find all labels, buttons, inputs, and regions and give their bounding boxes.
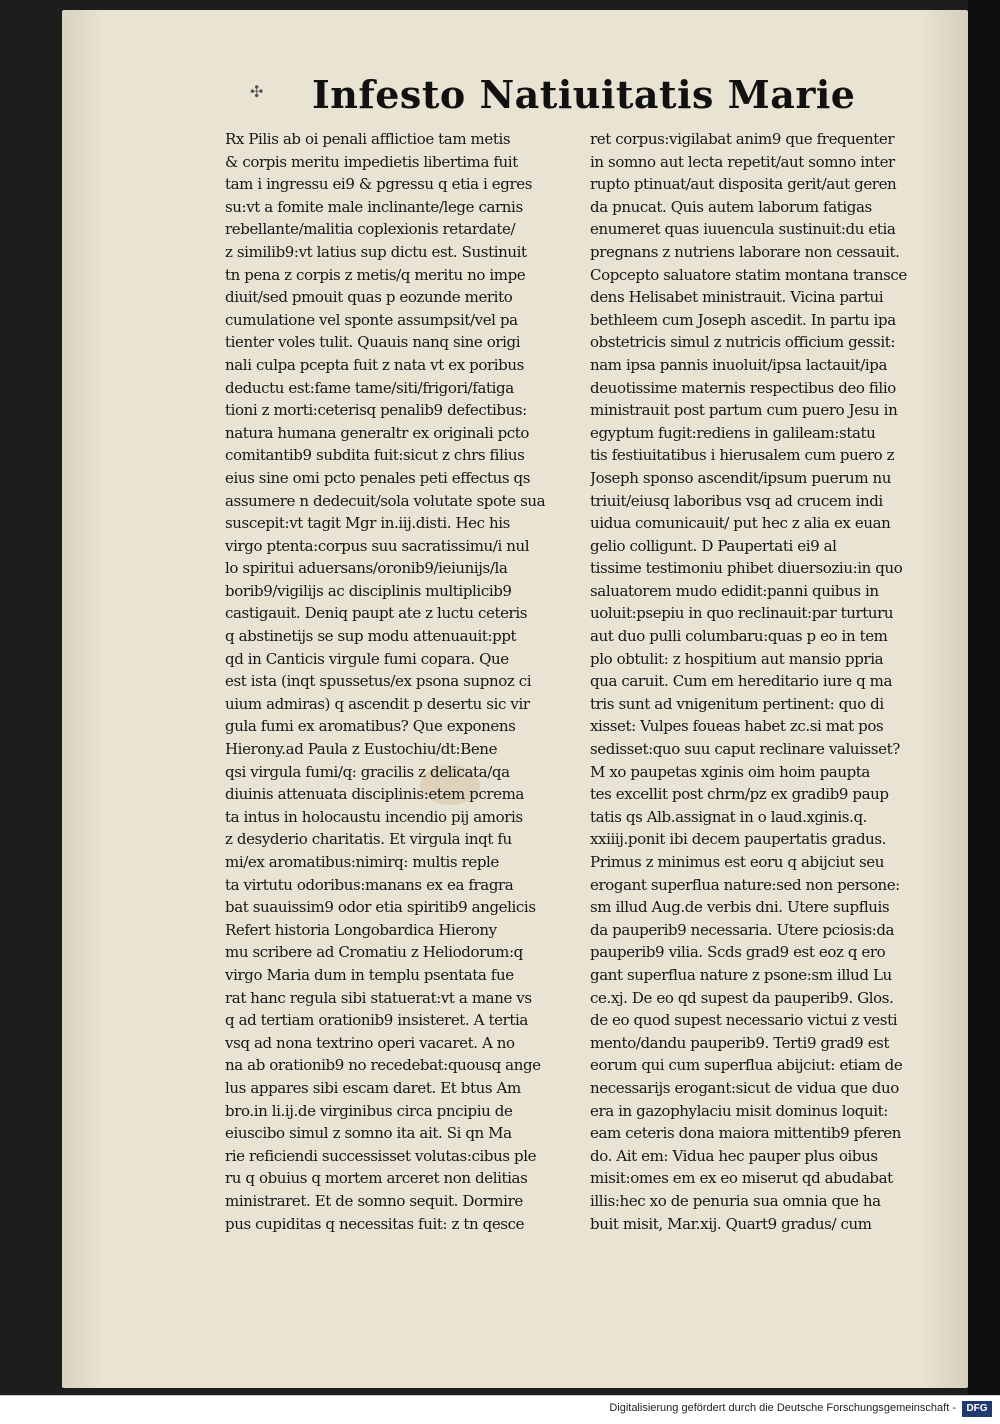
text-line: enumeret quas iuuencula sustinuit:du etia — [590, 220, 896, 239]
text-line: qsi virgula fumi/q: gracilis z delicata/qa — [225, 762, 510, 781]
text-line: saluatorem mudo edidit:panni quibus in — [590, 581, 879, 600]
viewer-footer — [0, 1395, 1000, 1424]
text-line: eorum qui cum superflua abijciut: etiam de — [590, 1056, 903, 1075]
text-line: mento/dandu pauperib9. Terti9 grad9 est — [590, 1033, 890, 1052]
text-line: tam i ingressu ei9 & pgressu q etia i egres — [225, 175, 533, 194]
text-line: Joseph sponso ascendit/ipsum puerum nu — [590, 468, 892, 487]
text-line: ret corpus:vigilabat anim9 que frequenter — [590, 130, 895, 148]
text-line: da pauperib9 necessaria. Utere pciosis:da — [590, 920, 895, 939]
text-line: deuotissime maternis respectibus deo filio — [590, 378, 896, 397]
funding-credit: Digitalisierung gefördert durch die Deutsche Forschungsgemeinschaft - — [609, 1402, 956, 1414]
ornament-mark: ✣ — [250, 82, 264, 101]
text-line: deductu est:fame tame/siti/frigori/fatiga — [225, 378, 514, 397]
text-line: de eo quod supest necessario victui z vesti — [590, 1011, 898, 1030]
scan-gutter — [968, 0, 1000, 1395]
text-line: sedisset:quo suu caput reclinare valuisset? — [590, 740, 900, 759]
text-line: diuit/sed pmouit quas p eozunde merito — [225, 288, 513, 307]
text-line: Rx Pilis ab oi penali afflictioe tam metis — [225, 130, 511, 148]
text-line: q ad tertiam orationib9 insisteret. A tertia — [225, 1011, 528, 1030]
text-line: necessarijs erogant:sicut de vidua que duo — [590, 1078, 899, 1097]
text-line: tis festiuitatibus i hierusalem cum puero z — [590, 446, 895, 465]
text-line: qua caruit. Cum em hereditario iure q ma — [590, 672, 893, 691]
text-line: ministrauit post partum cum puero Jesu in — [590, 401, 898, 420]
text-line: bethleem cum Joseph ascedit. In partu ipa — [590, 310, 896, 329]
text-line: da pnucat. Quis autem laborum fatigas — [590, 197, 872, 216]
text-line: eiuscibo simul z somno ita ait. Si qn Ma — [225, 1124, 512, 1143]
text-line: na ab orationib9 no recedebat:quousq ange — [225, 1056, 541, 1075]
text-line: virgo ptenta:corpus suu sacratissimu/i nul — [225, 536, 530, 555]
text-line: qd in Canticis virgule fumi copara. Que — [225, 649, 509, 668]
text-line: eius sine omi pcto penales peti effectus qs — [225, 468, 531, 487]
text-line: ministraret. Et de somno sequit. Dormire — [225, 1191, 523, 1210]
text-line: ta intus in holocaustu incendio pij amoris — [225, 807, 523, 826]
text-column-right — [590, 128, 942, 1235]
text-line: uium admiras) q ascendit p desertu sic vir — [225, 694, 530, 713]
text-line: bat suauissim9 odor etia spiritib9 angelicis — [225, 898, 536, 917]
text-line: nam ipsa pannis inuoluit/ipsa lactauit/ipa — [590, 355, 888, 374]
text-line: comitantib9 subdita fuit:sicut z chrs filius — [225, 446, 525, 465]
text-line: z desyderio charitatis. Et virgula inqt fu — [225, 830, 512, 849]
text-line: pregnans z nutriens laborare non cessauit. — [590, 242, 900, 261]
text-line: triuit/eiusq laboribus vsq ad crucem indi — [590, 491, 883, 510]
text-line: dens Helisabet ministrauit. Vicina partui — [590, 288, 884, 307]
text-line: Hierony.ad Paula z Eustochiu/dt:Bene — [225, 740, 498, 759]
text-line: M xo paupetas xginis oim hoim paupta — [590, 762, 870, 781]
text-line: Copcepto saluatore statim montana transce — [590, 265, 907, 284]
text-line: vsq ad nona textrino operi vacaret. A no — [225, 1033, 515, 1052]
text-line: mu scribere ad Cromatiu z Heliodorum:q — [225, 943, 523, 962]
text-line: su:vt a fomite male inclinante/lege carnis — [225, 197, 523, 216]
text-line: gula fumi ex aromatibus? Que exponens — [225, 717, 516, 736]
text-line: do. Ait em: Vidua hec pauper plus oibus — [590, 1146, 878, 1165]
text-line: rat hanc regula sibi statuerat:vt a mane vs — [225, 988, 532, 1007]
text-line: natura humana generaltr ex originali pcto — [225, 423, 530, 442]
text-line: tienter voles tulit. Quauis nanq sine origi — [225, 333, 521, 352]
text-line: castigauit. Deniq paupt ate z luctu ceteris — [225, 604, 528, 623]
text-line: sm illud Aug.de verbis dni. Utere supfluis — [590, 898, 890, 917]
text-line: eam ceteris dona maiora mittentib9 pferen — [590, 1124, 902, 1143]
text-line: rie reficiendi successisset volutas:cibus ple — [225, 1146, 537, 1165]
text-line: est ista (inqt spussetus/ex psona supnoz ci — [225, 672, 532, 691]
text-line: Primus z minimus est eoru q abijciut seu — [590, 853, 885, 871]
text-line: bro.in li.ij.de virginibus circa pncipiu de — [225, 1101, 513, 1120]
text-line: virgo Maria dum in templu psentata fue — [225, 965, 514, 984]
text-line: obstetricis simul z nutricis officium gessit: — [590, 333, 896, 352]
text-line: pauperib9 vilia. Scds grad9 est eoz q ero — [590, 943, 886, 962]
text-line: tn pena z corpis z metis/q meritu no impe — [225, 265, 526, 284]
text-line: rebellante/malitia coplexionis retardate/ — [225, 220, 516, 239]
text-line: mi/ex aromatibus:nimirq: multis reple — [225, 853, 499, 871]
text-line: misit:omes em ex eo miserut qd abudabat — [590, 1169, 893, 1188]
text-line: ta virtutu odoribus:manans ex ea fragra — [225, 875, 514, 894]
text-line: ru q obuius q mortem arceret non delitias — [225, 1169, 528, 1188]
text-line: in somno aut lecta repetit/aut somno inter — [590, 152, 895, 171]
text-line: tioni z morti:ceterisq penalib9 defectibus: — [225, 401, 527, 420]
text-line: tes excellit post chrm/pz ex gradib9 paup — [590, 785, 889, 804]
text-line: lus appares sibi escam daret. Et btus Am — [225, 1078, 521, 1097]
text-line: erogant superflua nature:sed non persone: — [590, 875, 900, 894]
text-line: ce.xj. De eo qd supest da pauperib9. Glos. — [590, 988, 894, 1007]
text-line: tissime testimoniu phibet diuersoziu:in quo — [590, 559, 903, 578]
text-line: Refert historia Longobardica Hierony — [225, 920, 497, 939]
dfg-logo[interactable]: DFG — [962, 1401, 992, 1417]
text-line: tris sunt ad vnigenitum pertinent: quo di — [590, 694, 884, 713]
text-line: borib9/vigilijs ac disciplinis multiplicib9 — [225, 581, 512, 600]
text-line: uidua comunicauit/ put hec z alia ex euan — [590, 514, 891, 533]
text-line: suscepit:vt tagit Mgr in.iij.disti. Hec his — [225, 514, 510, 533]
text-line: aut duo pulli columbaru:quas p eo in tem — [590, 627, 888, 646]
text-line: & corpis meritu impedietis libertima fuit — [225, 152, 518, 171]
text-line: q abstinetijs se sup modu attenuauit:ppt — [225, 627, 517, 646]
text-line: pus cupiditas q necessitas fuit: z tn qesce — [225, 1214, 525, 1233]
text-line: diuinis attenuata disciplinis:etem pcrema — [225, 785, 524, 804]
page-heading: Infesto Natiuitatis Marie — [312, 72, 856, 117]
text-line: gelio colligunt. D Paupertati ei9 al — [590, 536, 837, 555]
text-column-left — [225, 128, 577, 1235]
text-line: lo spiritui aduersans/oronib9/ieiunijs/la — [225, 559, 508, 578]
text-line: xxiiij.ponit ibi decem paupertatis gradus. — [590, 830, 887, 849]
text-line: z similib9:vt latius sup dictu est. Sustinuit — [225, 242, 527, 261]
text-line: era in gazophylaciu misit dominus loquit: — [590, 1101, 888, 1120]
text-line: assumere n dedecuit/sola volutate spote sua — [225, 491, 546, 510]
text-line: egyptum fugit:rediens in galileam:statu — [590, 423, 876, 442]
text-line: plo obtulit: z hospitium aut mansio ppria — [590, 649, 884, 668]
text-line: gant superflua nature z psone:sm illud Lu — [590, 965, 892, 984]
text-line: uoluit:psepiu in quo reclinauit:par turturu — [590, 604, 894, 623]
text-line: cumulatione vel sponte assumpsit/vel pa — [225, 310, 518, 329]
text-line: nali culpa pcepta fuit z nata vt ex poribus — [225, 355, 524, 374]
text-line: rupto ptinuat/aut disposita gerit/aut geren — [590, 175, 897, 194]
text-line: illis:hec xo de penuria sua omnia que ha — [590, 1191, 881, 1210]
text-line: xisset: Vulpes foueas habet zc.si mat pos — [590, 717, 884, 736]
text-line: buit misit, Mar.xij. Quart9 gradus/ cum — [590, 1214, 872, 1233]
text-line: tatis qs Alb.assignat in o laud.xginis.q. — [590, 807, 868, 826]
